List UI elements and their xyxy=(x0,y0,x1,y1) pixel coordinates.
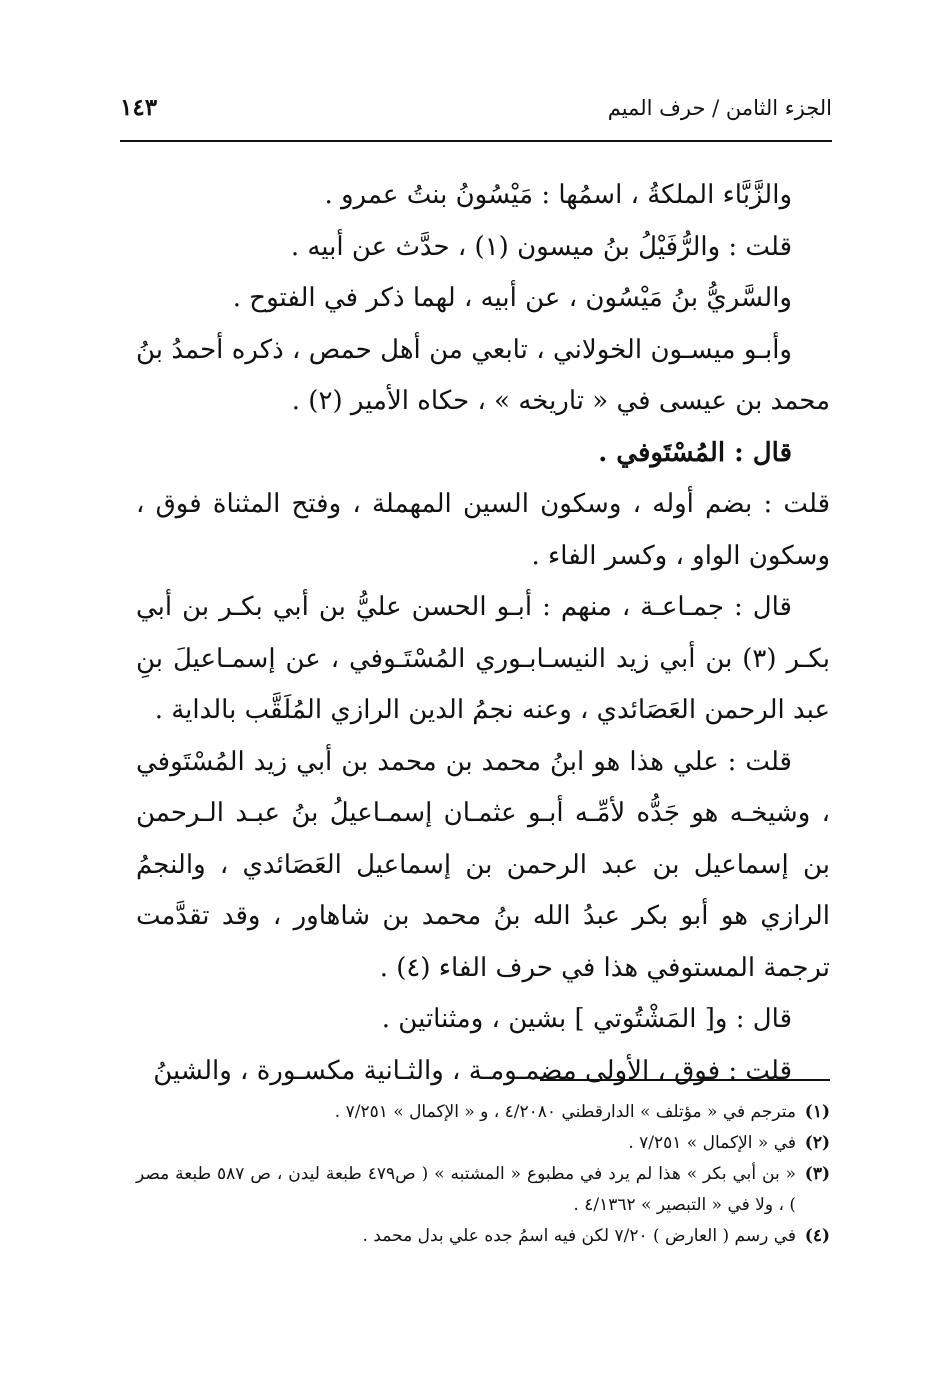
paragraph: وأبـو ميسـون الخولاني ، تابعي من أهل حمص ، ذكره أحمدُ بنُ محمد بن عيسى في « تاريخه » ، حكاه الأمير (٢) . xyxy=(136,334,830,416)
footnote xyxy=(136,1097,830,1128)
footnote xyxy=(136,1159,830,1221)
page-number: ١٤٣ xyxy=(120,94,158,121)
paragraph: قال : المُسْتَوفي . xyxy=(598,437,792,468)
paragraph: قال : جمـاعـة ، منهم : أبـو الحسن عليُّ بن أبي بكـر بن أبي بكـر (٣) بن أبي زيد النيسـابـوري المُسْتَـوفي ، عن إسمـاعيلَ بنِ عبد الرحمن العَصَائدي ، وعنه نجمُ الدين الرازي المُلَقَّب بالداية . xyxy=(136,592,831,725)
footnote-number: (١) xyxy=(804,1102,830,1122)
footnote-number: (٣) xyxy=(804,1164,830,1184)
running-header xyxy=(120,92,832,132)
footnote-rule xyxy=(540,1079,830,1081)
paragraph: قلت : فوق ، الأولى مضمـومـة ، والثـانية مكسـورة ، والشينُ xyxy=(153,1055,792,1086)
footnotes xyxy=(136,1097,830,1252)
footnote-text: في رسم ( العارض ) ٧/٢٠ لكن فيه اسمُ جده علي بدل محمد . xyxy=(362,1226,796,1246)
paragraph: والزَّبَّاء الملكةُ ، اسمُها : مَيْسُونُ بنتُ عمرو . xyxy=(324,180,792,210)
footnote xyxy=(136,1221,830,1252)
header-title: الجزء الثامن / حرف الميم xyxy=(607,96,832,120)
paragraph: والسَّريُّ بنُ مَيْسُون ، عن أبيه ، لهما ذكر في الفتوح . xyxy=(232,283,792,313)
footnote-text: مترجم في « مؤتلف » الدارقطني ٤/٢٠٨٠ ، و « الإكمال » ٧/٢٥١ . xyxy=(334,1102,796,1122)
paragraph: قلت : علي هذا هو ابنُ محمد بن محمد بن أبي زيد المُسْتَوفي ، وشيخـه هو جَدُّه لأمِّـه أبـو عثمـان إسمـاعيلُ بنُ عبـد الـرحمن بن إسماعيل بن عبد الرحمن بن إسماعيل العَصَائدي ، والنجمُ الرازي هو أبو بكر عبدُ الله بنُ محمد بن شاهاور ، وقد تقدَّمت ترجمة المستوفي هذا في حرف الفاء (٤) . xyxy=(136,746,830,983)
footnote-number: (٢) xyxy=(804,1133,830,1153)
footnote-number: (٤) xyxy=(804,1226,830,1246)
footnote-text: « بن أبي بكر » هذا لم يرد في مطبوع « المشتبه » ( ص٤٧٩ طبعة ليدن ، ص ٥٨٧ طبعة مصر ) ، ولا في « التبصير » ٤/١٣٦٢ . xyxy=(136,1164,796,1215)
paragraph: قلت : والرُّفَيْلُ بنُ ميسون (١) ، حدَّث عن أبيه . xyxy=(290,231,792,262)
footnote-text: في « الإكمال » ٧/٢٥١ . xyxy=(628,1133,796,1153)
paragraph: قال : و[ المَشْتُوتي ] بشين ، ومثناتين . xyxy=(381,1004,792,1034)
header-rule xyxy=(120,140,832,142)
footnote xyxy=(136,1128,830,1159)
main-text xyxy=(136,170,830,1097)
paragraph: قلت : بضم أوله ، وسكون السين المهملة ، وفتح المثناة فوق ، وسكون الواو ، وكسر الفاء . xyxy=(136,489,830,571)
